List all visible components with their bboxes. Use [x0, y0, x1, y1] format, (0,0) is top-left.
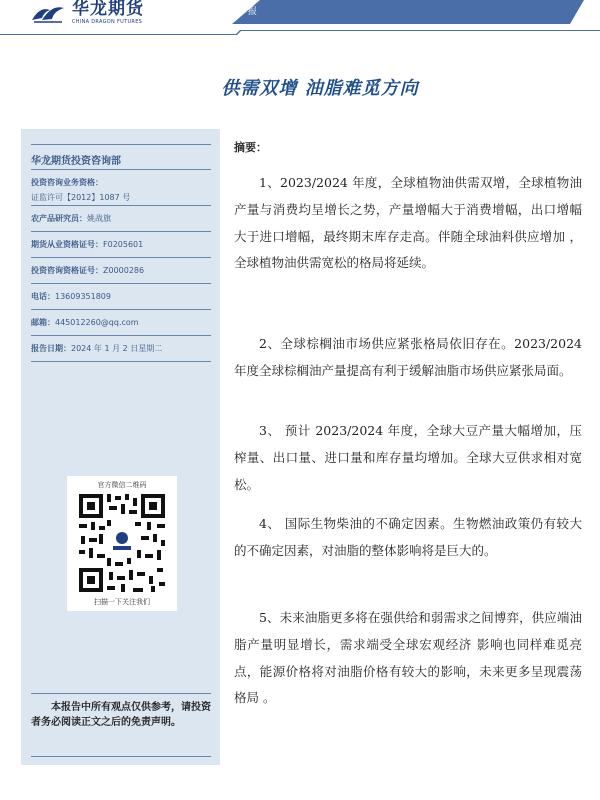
- department-name: 华龙期货投资咨询部: [31, 144, 211, 170]
- phone-row: [31, 284, 211, 310]
- qr-code-icon[interactable]: [77, 492, 167, 594]
- advisory-cert-label: 投资咨询资格证号：: [31, 266, 103, 275]
- researcher-value: 姚战旗: [87, 214, 111, 223]
- researcher-label: 农产品研究员：: [31, 214, 87, 223]
- report-type-label: 油脂年报: [218, 7, 259, 17]
- futures-cert-value: F0205601: [103, 240, 144, 249]
- qr-title: 官方微信二维码: [97, 481, 147, 489]
- abstract-paragraph-3: 3、 预计 2023/2024 年度，全球大豆产量大幅增加，压榨量、出口量、进口量和库存量均增加。全球大豆供求相对宽松。: [234, 423, 582, 492]
- header-underline: [0, 24, 600, 40]
- report-type-banner: [232, 0, 584, 24]
- abstract-paragraph-5: 5、未来油脂更多将在强供给和弱需求之间博弈，供应端油脂产量明显增长，需求端受全球宏观经济 影响也同样难觅亮点，能源价格将对油脂价格有较大的影响，未来更多呈现震荡格局 。: [234, 610, 582, 706]
- company-logo: [30, 0, 144, 26]
- report-date-label: 报告日期：: [31, 344, 71, 353]
- report-date-row: [31, 336, 211, 362]
- wechat-qr-panel: [67, 476, 177, 611]
- logo-chinese-name: 华龙期货: [72, 0, 144, 19]
- abstract-label: 摘要：: [234, 141, 267, 154]
- email-row: [31, 310, 211, 336]
- license-value: 证监许可【2012】1087 号: [31, 193, 131, 202]
- abstract-paragraph-2: 2、全球棕榈油市场供应紧张格局依旧存在。2023/2024 年度全球棕榈油产量提高有利于缓解油脂市场供应紧张局面。: [234, 336, 582, 378]
- report-date-value: 2024 年 1 月 2 日星期二: [71, 344, 163, 353]
- logo-english-name: CHINA DRAGON FUTURES: [72, 19, 143, 25]
- license-info: [31, 170, 211, 206]
- phone-label: 电话：: [31, 292, 55, 301]
- dragon-logo-icon: [30, 2, 66, 24]
- author-info-sidebar: [21, 129, 220, 765]
- futures-cert-row: [31, 232, 211, 258]
- qr-caption: 扫描一下关注我们: [94, 598, 150, 606]
- researcher-row: [31, 206, 211, 232]
- license-label: 投资咨询业务资格：: [31, 178, 103, 187]
- page-header: [0, 0, 600, 40]
- disclaimer-note: 本报告中所有观点仅供参考，请投资者务必阅读正文之后的免责声明。: [31, 693, 211, 757]
- abstract-paragraph-1: 1、2023/2024 年度，全球植物油供需双增，全球植物油产量与消费均呈增长之势，产量增幅大于消费增幅，出口增幅大于进口增幅，最终期末库存走高。伴随全球油料供应增加 ，全球植物油供需宽松的格局将延续。: [234, 175, 582, 271]
- advisory-cert-row: [31, 258, 211, 284]
- email-value[interactable]: 445012260@qq.com: [55, 318, 139, 327]
- futures-cert-label: 期货从业资格证号：: [31, 240, 103, 249]
- abstract-paragraph-4: 4、 国际生物柴油的不确定因素。生物燃油政策仍有较大的不确定因素，对油脂的整体影响将是巨大的。: [234, 516, 582, 558]
- page-title: 供需双增 油脂难觅方向: [221, 78, 419, 99]
- advisory-cert-value: Z0000286: [103, 266, 145, 275]
- email-label: 邮箱：: [31, 318, 55, 327]
- phone-value: 13609351809: [55, 292, 111, 301]
